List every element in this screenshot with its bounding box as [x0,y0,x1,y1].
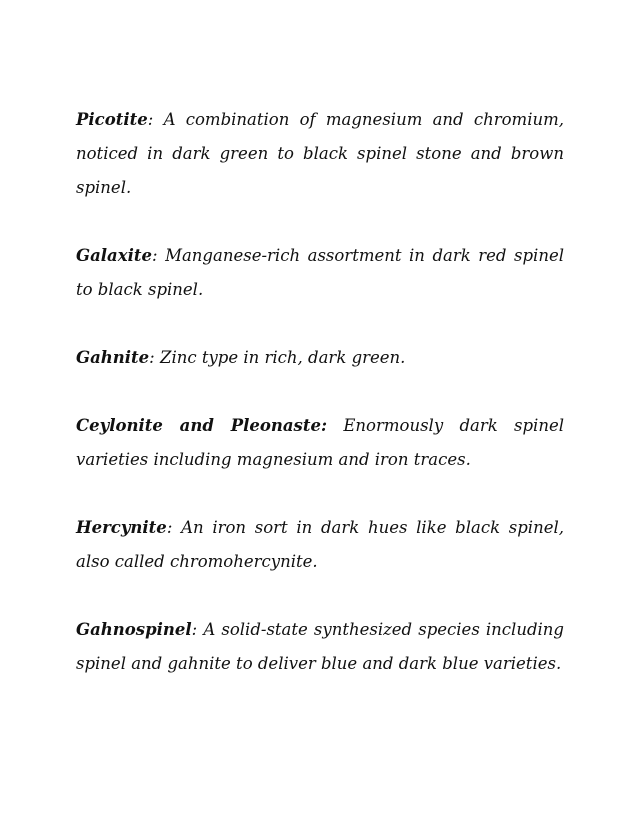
term-separator: : [166,518,173,537]
term-separator: : [147,110,154,129]
spinel-varieties-text [76,103,564,715]
term-ceylonite-pleonaste: Ceylonite and Pleonaste: [76,416,328,435]
definition-gahnospinel: A solid-state synthesized species including spinel and gahnite to deliver blue and dark blue varieties. [76,620,564,673]
term-separator: : [191,620,198,639]
term-separator: : [149,348,155,367]
entry-gahnospinel [76,613,564,681]
term-hercynite: Hercynite [76,518,167,537]
definition-hercynite: An iron sort in dark hues like black spinel, also called chromohercynite. [76,518,564,571]
term-galaxite: Galaxite [76,246,152,265]
entry-galaxite [76,239,564,307]
entry-hercynite [76,511,564,579]
definition-gahnite: Zinc type in rich, dark green. [159,348,406,367]
term-gahnospinel: Gahnospinel [76,620,192,639]
definition-galaxite: Manganese-rich assortment in dark red spinel to black spinel. [76,246,565,299]
term-gahnite: Gahnite [76,348,150,367]
term-separator: : [151,246,158,265]
entry-picotite [76,103,564,205]
entry-gahnite [76,341,564,375]
term-picotite: Picotite [76,110,148,129]
entry-ceylonite-pleonaste [76,409,564,477]
definition-ceylonite-pleonaste: Enormously dark spinel varieties including magnesium and iron traces. [76,416,564,469]
definition-picotite: A combination of magnesium and chromium, noticed in dark green to black spinel stone and brown spinel. [76,110,565,197]
